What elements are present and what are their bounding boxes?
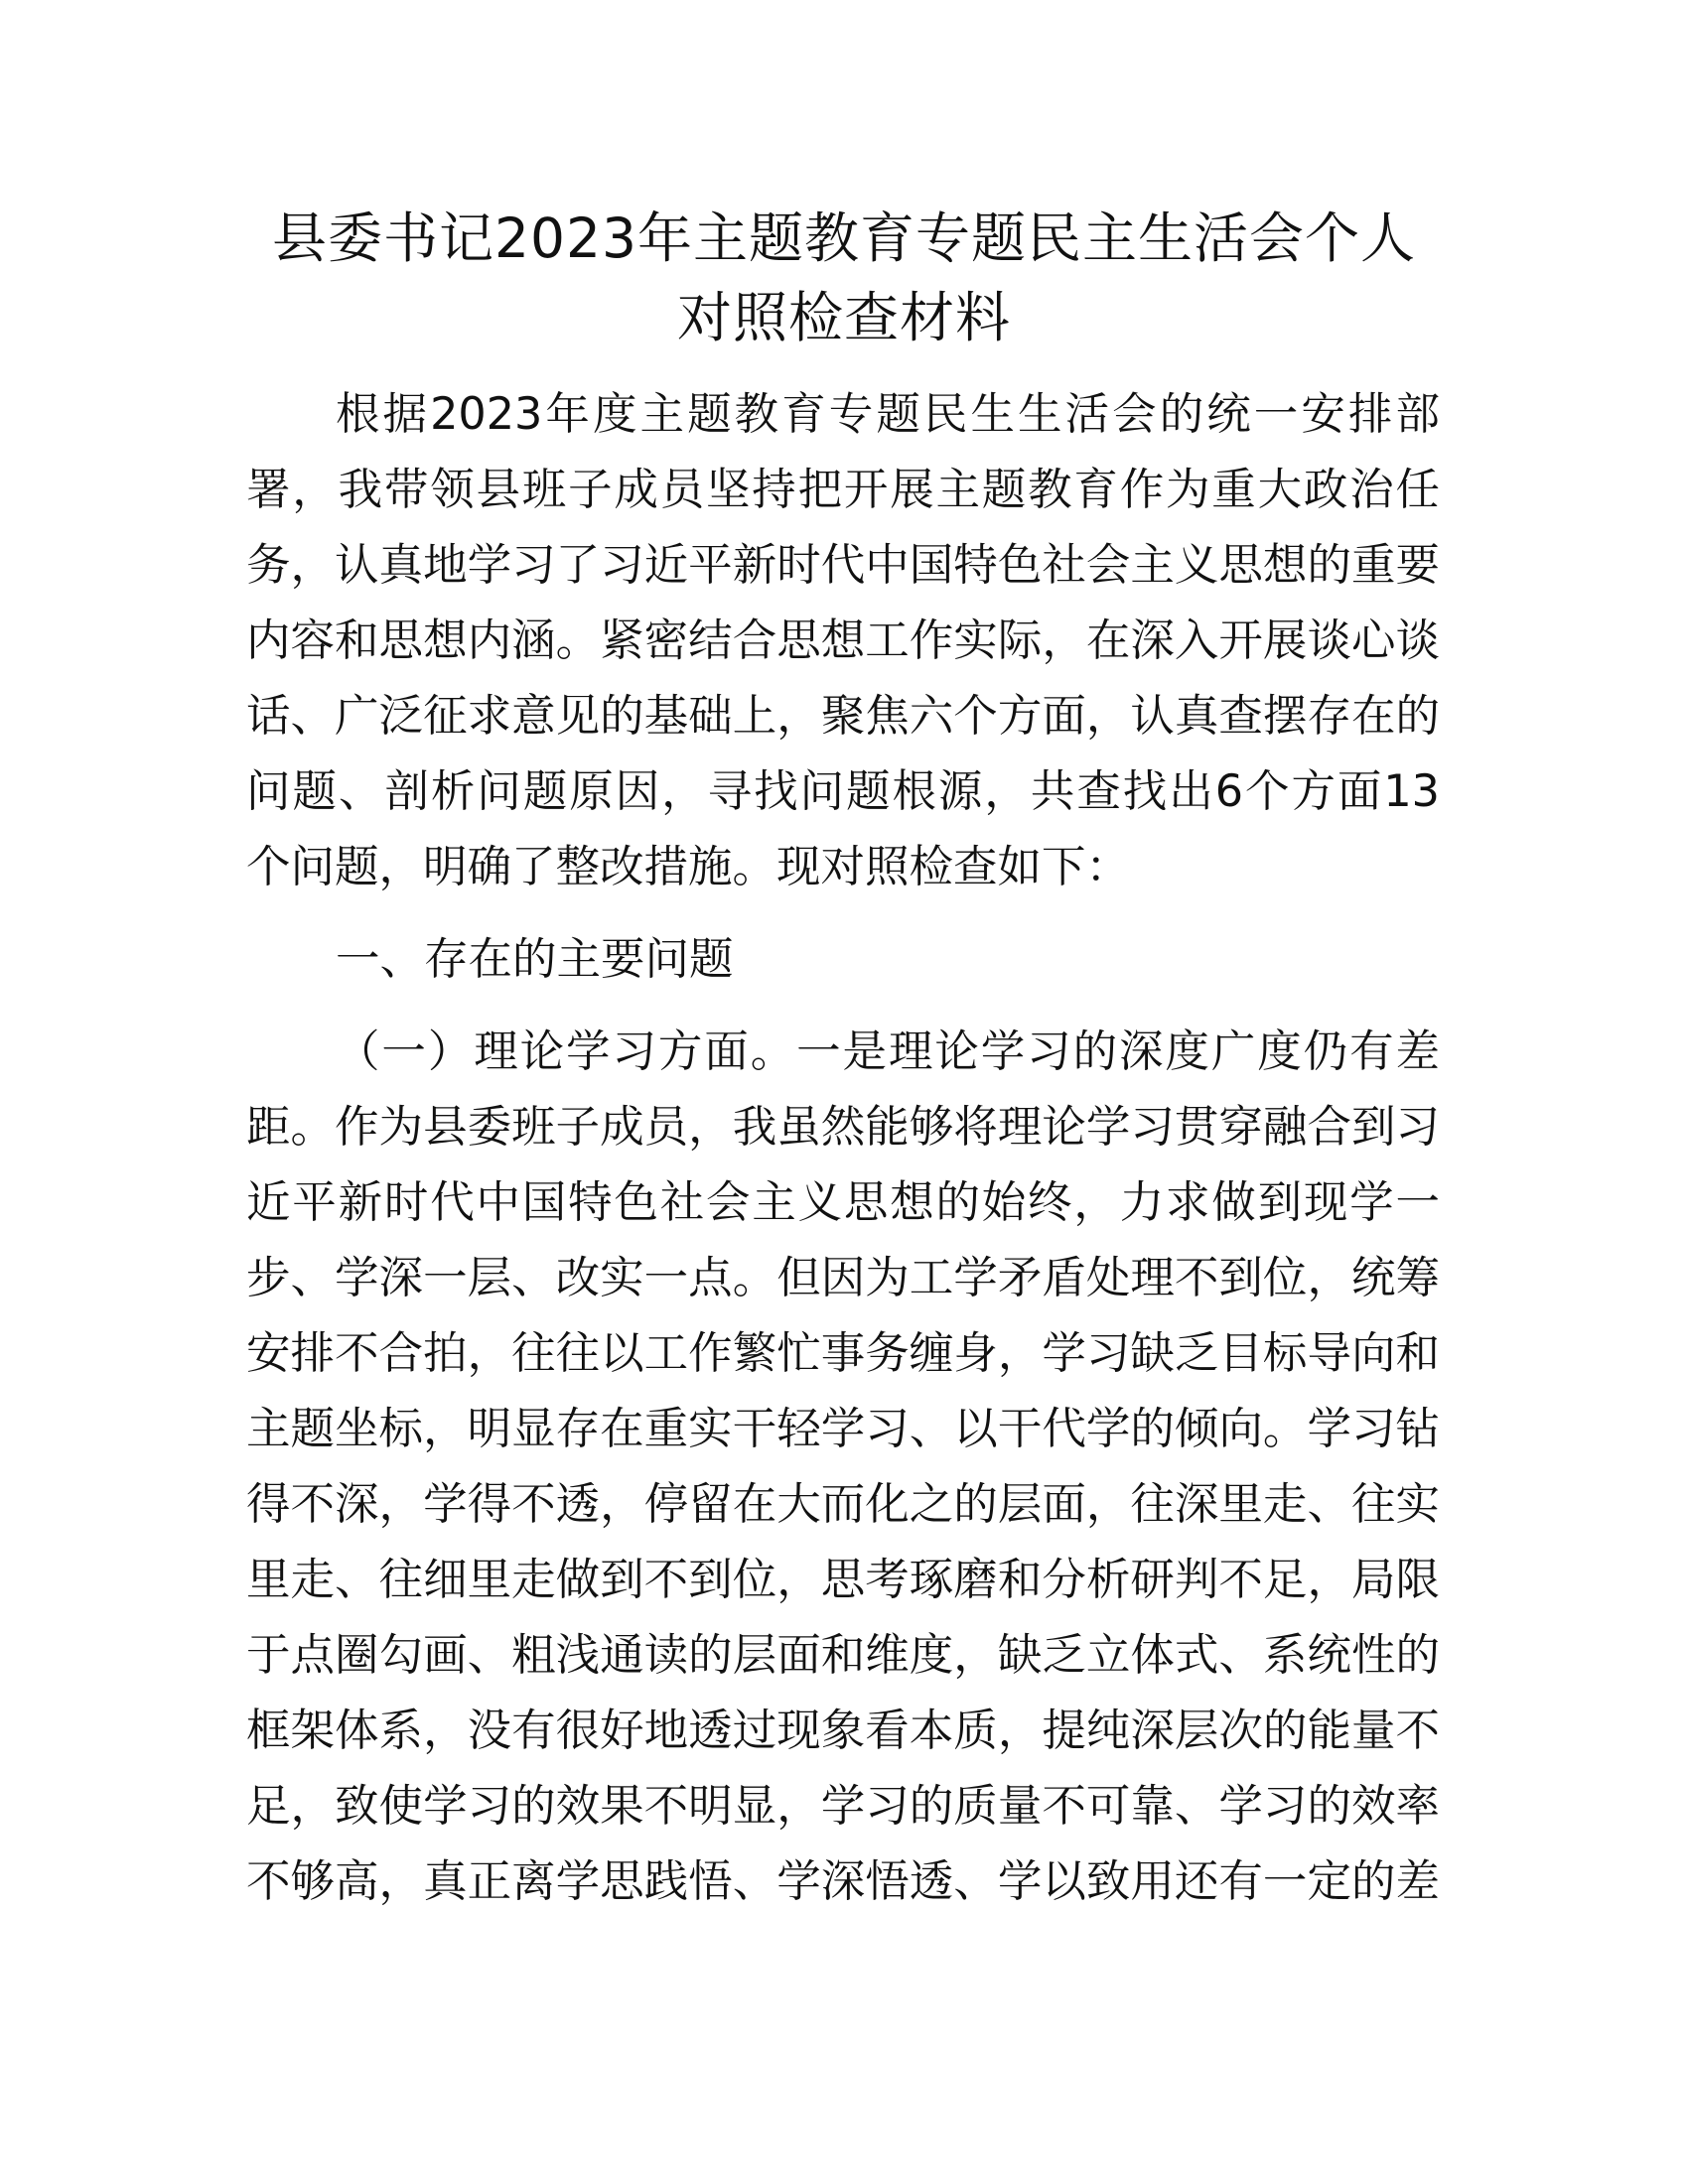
paragraph-2-line-1: （一）理论学习方面。一是理论学习的深度广度仍有差	[336, 1026, 1440, 1077]
title-line-1: 县委书记2023年主题教育专题民主生活会个人	[272, 206, 1416, 270]
paragraph-1-line-3: 务，认真地学习了习近平新时代中国特色社会主义思想的重要	[246, 540, 1440, 591]
paragraph-2-line-10: 框架体系，没有很好地透过现象看本质，提纯深层次的能量不	[246, 1706, 1440, 1756]
paragraph-2-line-6: 主题坐标，明显存在重实干轻学习、以干代学的倾向。学习钻	[246, 1404, 1440, 1454]
paragraph-2-line-11: 足，致使学习的效果不明显，学习的质量不可靠、学习的效率	[246, 1781, 1440, 1832]
paragraph-1-line-6: 问题、剖析问题原因，寻找问题根源，共查找出6个方面13	[246, 766, 1440, 817]
title-line-2: 对照检查材料	[676, 286, 1011, 349]
section-heading: 一、存在的主要问题	[336, 934, 734, 985]
document-title	[228, 199, 1460, 357]
paragraph-2-line-12: 不够高，真正离学思践悟、学深悟透、学以致用还有一定的差	[246, 1856, 1440, 1907]
paragraph-2-line-7: 得不深，学得不透，停留在大而化之的层面，往深里走、往实	[246, 1479, 1440, 1530]
paragraph-2-line-9: 于点圈勾画、粗浅通读的层面和维度，缺乏立体式、系统性的	[246, 1630, 1440, 1681]
paragraph-2-line-8: 里走、往细里走做到不到位，思考琢磨和分析研判不足，局限	[246, 1555, 1440, 1605]
paragraph-1-line-1: 根据2023年度主题教育专题民生生活会的统一安排部	[336, 389, 1440, 440]
paragraph-2-line-5: 安排不合拍，往往以工作繁忙事务缠身，学习缺乏目标导向和	[246, 1328, 1440, 1379]
paragraph-1-line-5: 话、广泛征求意见的基础上，聚焦六个方面，认真查摆存在的	[246, 691, 1440, 742]
paragraph-2-line-4: 步、学深一层、改实一点。但因为工学矛盾处理不到位，统筹	[246, 1253, 1440, 1303]
paragraph-2-line-3: 近平新时代中国特色社会主义思想的始终，力求做到现学一	[246, 1177, 1440, 1228]
paragraph-2-line-2: 距。作为县委班子成员，我虽然能够将理论学习贯穿融合到习	[246, 1102, 1440, 1153]
paragraph-1-line-2: 署，我带领县班子成员坚持把开展主题教育作为重大政治任	[246, 465, 1440, 515]
paragraph-1-line-4: 内容和思想内涵。紧密结合思想工作实际，在深入开展谈心谈	[246, 615, 1440, 666]
paragraph-1-line-7: 个问题，明确了整改措施。现对照检查如下：	[246, 842, 1131, 892]
